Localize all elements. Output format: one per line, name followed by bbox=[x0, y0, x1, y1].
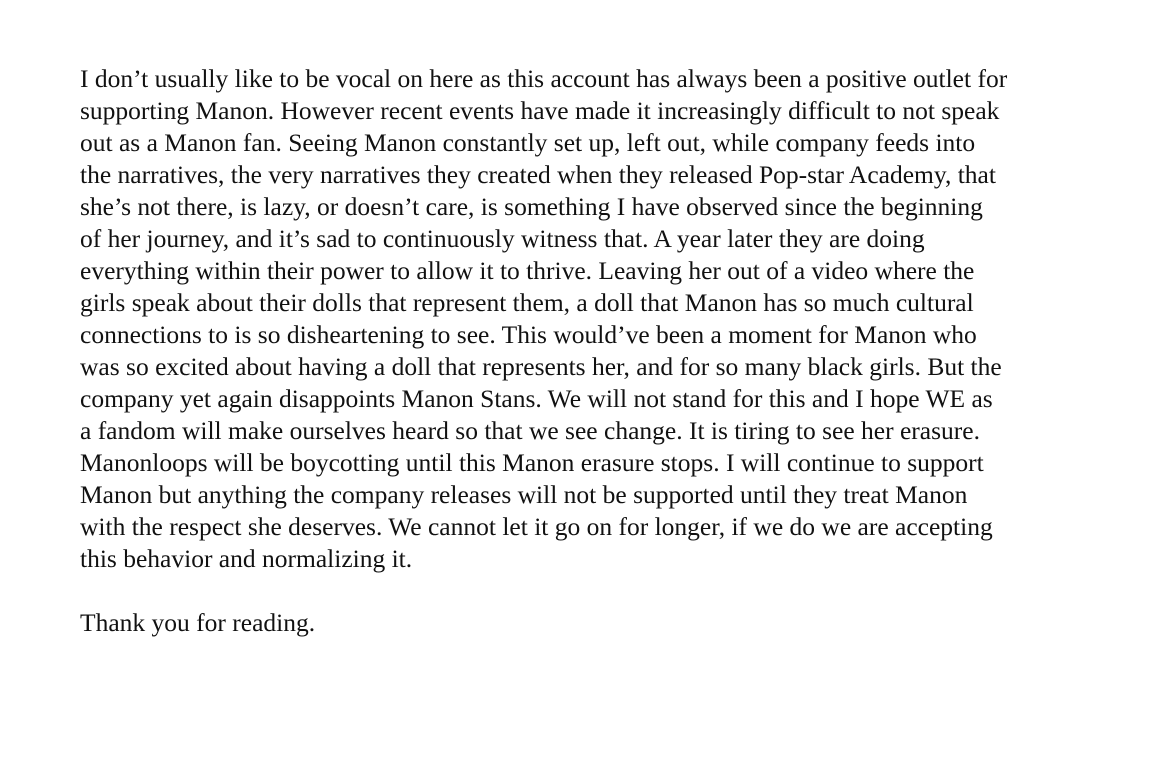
body-line: I don’t usually like to be vocal on here as this account has always been a positive outlet for bbox=[80, 64, 1008, 93]
body-line: with the respect she deserves. We cannot let it go on for longer, if we do we are accepting bbox=[80, 512, 993, 541]
body-line: company yet again disappoints Manon Stans. We will not stand for this and I hope WE as bbox=[80, 384, 993, 413]
body-line: connections to is so disheartening to see. This would’ve been a moment for Manon who bbox=[80, 320, 977, 349]
body-line: girls speak about their dolls that represent them, a doll that Manon has so much cultural bbox=[80, 288, 974, 317]
body-line: out as a Manon fan. Seeing Manon constantly set up, left out, while company feeds into bbox=[80, 128, 976, 157]
body-line: a fandom will make ourselves heard so that we see change. It is tiring to see her erasure. bbox=[80, 416, 980, 445]
body-line: Manonloops will be boycotting until this Manon erasure stops. I will continue to support bbox=[80, 448, 984, 477]
statement-body bbox=[80, 63, 1110, 575]
paragraph-gap bbox=[80, 575, 1110, 607]
body-line: supporting Manon. However recent events have made it increasingly difficult to not speak bbox=[80, 96, 1000, 125]
body-line: Manon but anything the company releases will not be supported until they treat Manon bbox=[80, 480, 968, 509]
closing-line: Thank you for reading. bbox=[80, 608, 316, 637]
body-line: of her journey, and it’s sad to continuously witness that. A year later they are doing bbox=[80, 224, 925, 253]
body-line: this behavior and normalizing it. bbox=[80, 544, 413, 573]
body-line: everything within their power to allow it to thrive. Leaving her out of a video where the bbox=[80, 256, 975, 285]
body-line: the narratives, the very narratives they created when they released Pop-star Academy, that bbox=[80, 160, 996, 189]
statement-document bbox=[80, 63, 1110, 639]
body-line: was so excited about having a doll that represents her, and for so many black girls. But the bbox=[80, 352, 1002, 381]
body-line: she’s not there, is lazy, or doesn’t care, is something I have observed since the beginning bbox=[80, 192, 983, 221]
